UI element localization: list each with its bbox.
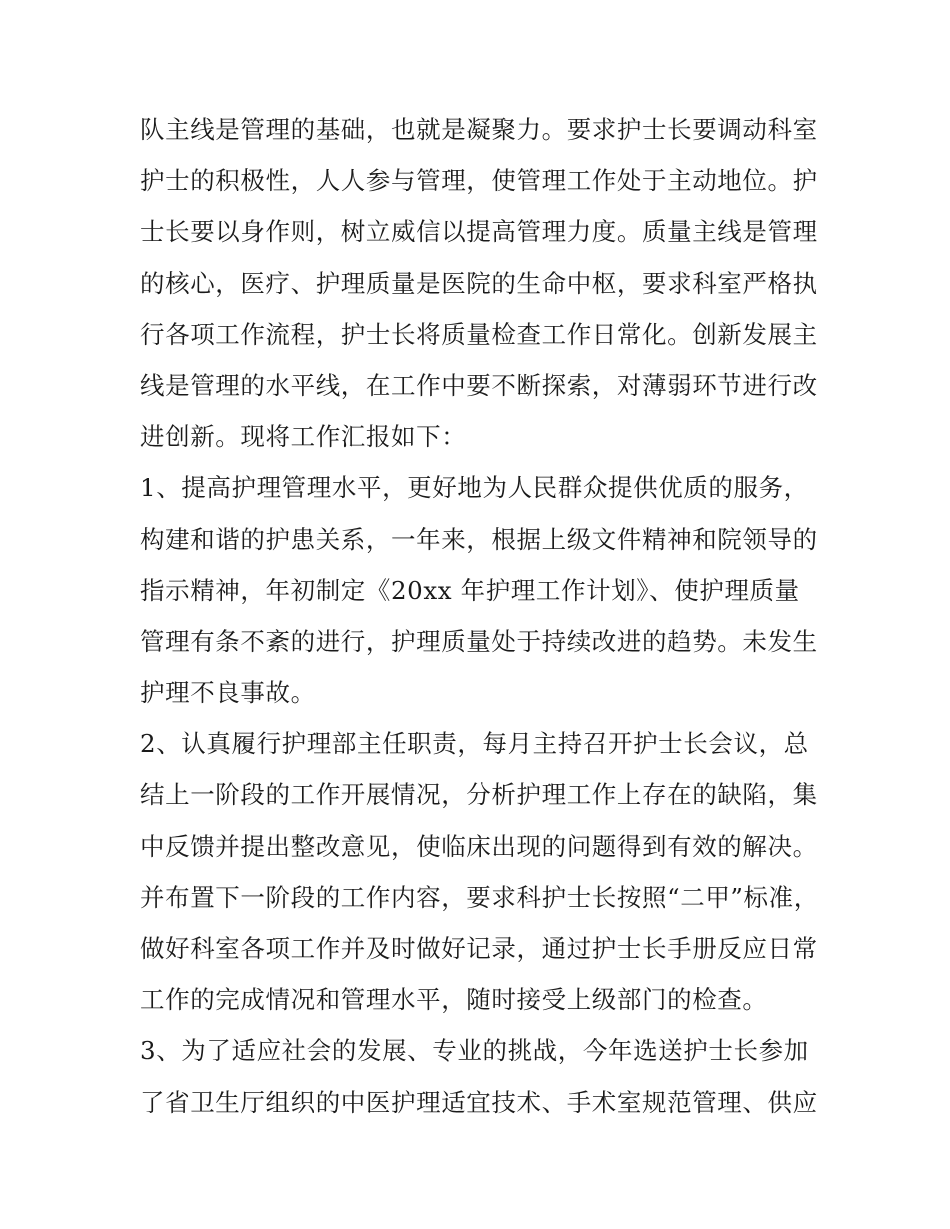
text-line: 进创新。现将工作汇报如下：	[140, 422, 467, 452]
text-line: 中反馈并提出整改意见，使临床出现的问题得到有效的解决。	[140, 831, 818, 861]
text-line: 1、提高护理管理水平，更好地为人民群众提供优质的服务，	[140, 473, 809, 503]
text-line: 了省卫生厅组织的中医护理适宜技术、手术室规范管理、供应	[140, 1087, 818, 1117]
text-line: 并布置下一阶段的工作内容，要求科护士长按照“二甲”标准，	[140, 882, 819, 912]
text-line: 士长要以身作则，树立威信以提高管理力度。质量主线是管理	[140, 217, 818, 247]
text-line: 做好科室各项工作并及时做好记录，通过护士长手册反应日常	[140, 934, 818, 963]
text-line: 构建和谐的护患关系，一年来，根据上级文件精神和院领导的	[140, 524, 818, 554]
text-line: 行各项工作流程，护士长将质量检查工作日常化。创新发展主	[140, 319, 818, 349]
text-line: 结上一阶段的工作开展情况，分析护理工作上存在的缺陷，集	[140, 780, 818, 810]
text-line: 2、认真履行护理部主任职责，每月主持召开护士长会议，总	[140, 729, 809, 759]
text-line: 护士的积极性，人人参与管理，使管理工作处于主动地位。护	[140, 166, 818, 196]
document-body	[140, 104, 820, 1128]
text-line: 护理不良事故。	[140, 678, 316, 708]
text-line: 的核心，医疗、护理质量是医院的生命中枢，要求科室严格执	[140, 268, 818, 298]
text-line: 3、为了适应社会的发展、专业的挑战，今年选送护士长参加	[140, 1036, 809, 1066]
text-line: 管理有条不紊的进行，护理质量处于持续改进的趋势。未发生	[140, 626, 818, 656]
text-line: 队主线是管理的基础，也就是凝聚力。要求护士长要调动科室	[140, 115, 818, 144]
text-line: 工作的完成情况和管理水平，随时接受上级部门的检查。	[140, 985, 768, 1015]
text-line: 线是管理的水平线，在工作中要不断探索，对薄弱环节进行改	[140, 370, 818, 400]
text-line: 指示精神，年初制定《20xx 年护理工作计划》、使护理质量	[140, 575, 800, 605]
